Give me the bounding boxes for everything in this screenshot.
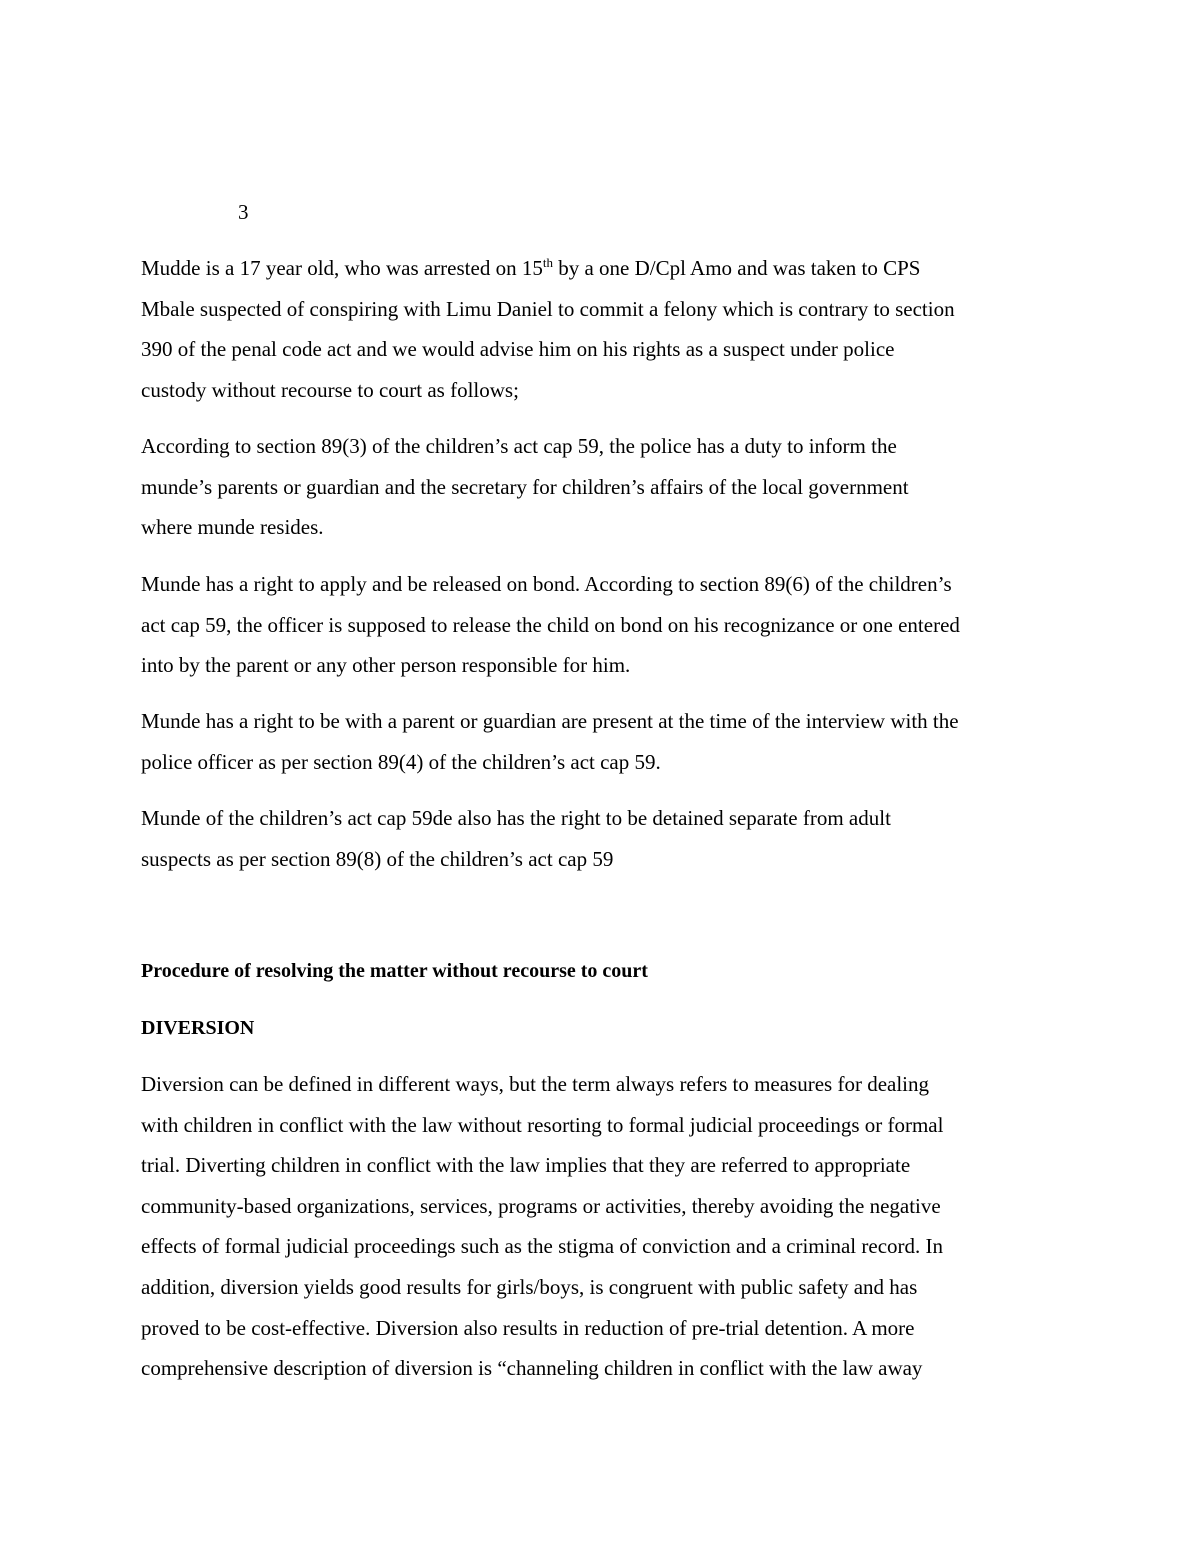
- text-line: trial. Diverting children in conflict with the law implies that they are referred to appropriate: [141, 1153, 911, 1178]
- page-number: 3: [238, 200, 249, 224]
- text-line: Diversion can be defined in different ways, but the term always refers to measures for dealing: [141, 1072, 930, 1096]
- text-line: into by the parent or any other person responsible for him.: [141, 653, 631, 678]
- text-line: where munde resides.: [141, 515, 324, 540]
- text-line: 390 of the penal code act and we would advise him on his rights as a suspect under police: [141, 337, 895, 362]
- detained-paragraph: [141, 798, 1071, 879]
- inform-paragraph: [141, 426, 1071, 548]
- text-line: Munde has a right to apply and be released on bond. According to section 89(6) of the children’s: [141, 572, 952, 596]
- diversion-heading: DIVERSION: [141, 1017, 255, 1039]
- text-line: munde’s parents or guardian and the secretary for children’s affairs of the local government: [141, 474, 909, 499]
- intro-paragraph: [141, 248, 1071, 410]
- parent-paragraph: [141, 701, 1071, 782]
- diversion-paragraph: [141, 1064, 1071, 1389]
- text-line: proved to be cost-effective. Diversion also results in reduction of pre-trial detention. A more: [141, 1315, 915, 1340]
- text-line: with children in conflict with the law without resorting to formal judicial proceedings or formal: [141, 1112, 944, 1137]
- text-line: comprehensive description of diversion is “channeling children in conflict with the law away: [141, 1356, 923, 1381]
- text-line: custody without recourse to court as follows;: [141, 377, 519, 402]
- text-line: act cap 59, the officer is supposed to release the child on bond on his recognizance or one entered: [141, 612, 960, 637]
- text-line: suspects as per section 89(8) of the children’s act cap 59: [141, 846, 614, 871]
- text-line: Munde of the children’s act cap 59de also has the right to be detained separate from adult: [141, 806, 891, 830]
- ordinal-suffix: th: [542, 255, 553, 270]
- bond-paragraph: [141, 564, 1071, 686]
- text-line: police officer as per section 89(4) of the children’s act cap 59.: [141, 749, 661, 774]
- text-line: Mudde is a 17 year old, who was arrested on 15th by a one D/Cpl Amo and was taken to CPS: [141, 255, 921, 280]
- text-line: Munde has a right to be with a parent or guardian are present at the time of the interview with the: [141, 709, 959, 733]
- text-line: According to section 89(3) of the children’s act cap 59, the police has a duty to inform the: [141, 434, 897, 458]
- procedure-heading: Procedure of resolving the matter without recourse to court: [141, 960, 648, 982]
- text-line: effects of formal judicial proceedings such as the stigma of conviction and a criminal record. In: [141, 1234, 943, 1259]
- text-line: Mbale suspected of conspiring with Limu Daniel to commit a felony which is contrary to section: [141, 296, 955, 321]
- text-line: addition, diversion yields good results for girls/boys, is congruent with public safety and has: [141, 1274, 918, 1299]
- text-line: community-based organizations, services, programs or activities, thereby avoiding the negative: [141, 1193, 941, 1218]
